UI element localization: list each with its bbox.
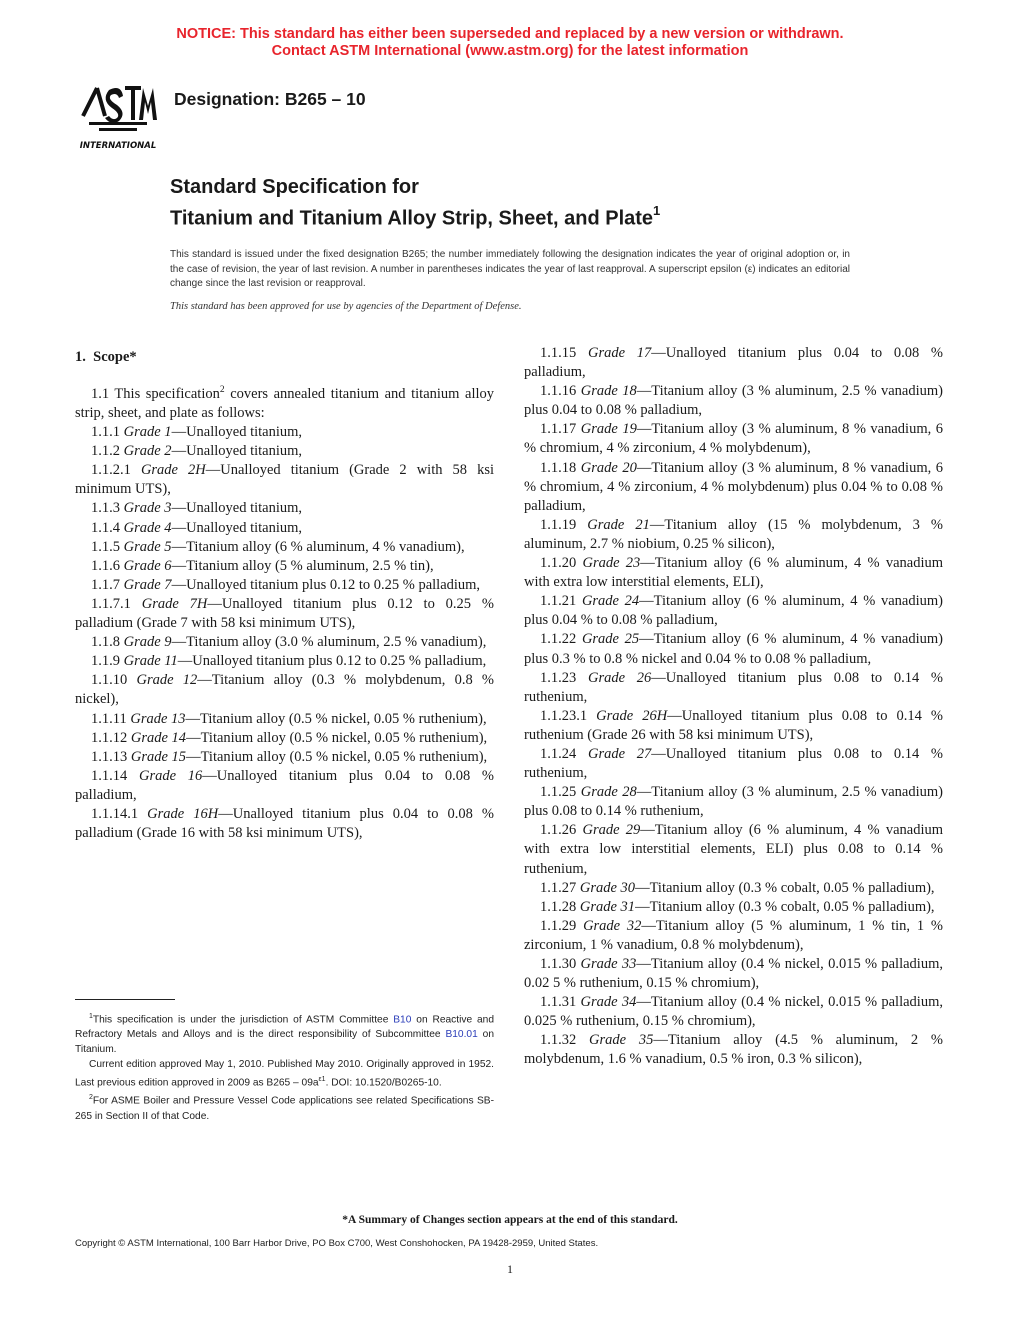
item-number: 1.1.14 [91, 767, 128, 784]
document-title [170, 175, 660, 232]
grade-item [524, 344, 943, 382]
grade-item [75, 671, 494, 709]
grade-description: —Titanium alloy (15 % molybdenum, 3 % aluminum, 2.7 % niobium, 0.25 % silicon), [524, 516, 943, 552]
footnote-rule [75, 999, 175, 1000]
item-number: 1.1.16 [540, 383, 577, 400]
grade-description: —Unalloyed titanium plus 0.12 to 0.25 % palladium, [177, 653, 487, 670]
grade-name: Grade 26H [596, 707, 668, 724]
grade-name: Grade 5 [123, 538, 172, 555]
grade-item [524, 955, 943, 993]
grade-description: —Titanium alloy (0.3 % molybdenum, 0.8 % nickel), [75, 672, 494, 708]
item-number: 1.1.32 [540, 1032, 577, 1049]
grade-description: —Unalloyed titanium (Grade 2 with 58 ksi minimum UTS), [75, 462, 494, 498]
grade-description: —Titanium alloy (0.3 % cobalt, 0.05 % palladium), [635, 898, 935, 915]
grade-description: —Unalloyed titanium plus 0.08 to 0.14 % ruthenium (Grade 26 with 58 ksi minimum UTS), [524, 707, 943, 743]
grade-description: —Titanium alloy (5 % aluminum, 2.5 % tin), [171, 557, 434, 574]
grade-description: —Titanium alloy (3 % aluminum, 2.5 % vanadium) plus 0.04 to 0.08 % palladium, [524, 383, 944, 419]
grade-name: Grade 21 [587, 516, 650, 533]
item-number: 1.1.15 [540, 345, 577, 361]
grade-item [75, 499, 494, 518]
item-number: 1.1.21 [540, 593, 577, 610]
grade-description: —Unalloyed titanium plus 0.04 to 0.08 % palladium (Grade 16 with 58 ksi minimum UTS), [75, 805, 494, 842]
grade-name: Grade 17 [587, 345, 652, 361]
title-footnote-mark[interactable]: 1 [653, 203, 661, 218]
item-number: 1.1.19 [540, 516, 577, 533]
right-column [524, 344, 943, 1070]
grade-name: Grade 27 [587, 745, 652, 762]
grade-description: —Unalloyed titanium plus 0.04 to 0.08 % palladium, [75, 767, 494, 803]
logo-wordmark: INTERNATIONAL [79, 141, 157, 151]
item-number: 1.1.7.1 [91, 595, 131, 612]
preamble: This standard is issued under the fixed designation B265; the number immediately following the designation indicates the year of original adoption or, in the case of revision, the year of last revision. A number in parentheses indicates the year of last reapproval. A superscript epsilon (ε) indicates an editorial change since the last revision or reapproval. [170, 249, 850, 289]
grade-description: —Titanium alloy (6 % aluminum, 4 % vanadium) plus 0.04 % to 0.08 % palladium, [524, 593, 943, 629]
grade-name: Grade 13 [130, 710, 186, 727]
grade-item [75, 442, 494, 461]
grade-name: Grade 9 [123, 634, 172, 651]
grade-name: Grade 18 [580, 383, 637, 400]
withdrawal-notice [0, 26, 1020, 60]
item-number: 1.1.8 [91, 634, 120, 651]
grade-name: Grade 24 [581, 593, 640, 610]
grade-name: Grade 35 [589, 1032, 654, 1049]
grade-name: Grade 6 [123, 557, 172, 574]
grade-description: —Unalloyed titanium plus 0.04 to 0.08 % palladium, [524, 345, 943, 381]
grade-item [75, 576, 494, 595]
astm-international-logo [75, 76, 161, 154]
left-column [75, 344, 494, 843]
footnotes [75, 1010, 494, 1125]
grade-item [75, 710, 494, 729]
item-number: 1.1.20 [540, 555, 577, 572]
page-number: 1 [507, 1262, 513, 1276]
notice-line-1: NOTICE: This standard has either been superseded and replaced by a new version or withdrawn. [176, 26, 844, 42]
grade-item [524, 382, 943, 420]
grade-name: Grade 32 [583, 917, 642, 934]
grade-description: —Titanium alloy (0.5 % nickel, 0.05 % ruthenium), [186, 748, 488, 765]
grade-name: Grade 11 [123, 653, 178, 670]
grade-name: Grade 19 [580, 421, 637, 438]
grade-name: Grade 3 [123, 500, 172, 517]
grade-description: —Titanium alloy (0.5 % nickel, 0.05 % ruthenium), [185, 710, 487, 727]
item-number: 1.1.27 [540, 879, 577, 896]
grade-name: Grade 7H [141, 595, 208, 612]
item-number: 1.1.24 [540, 745, 577, 762]
title-line-2: Titanium and Titanium Alloy Strip, Sheet, and Plate$^1$ [170, 203, 661, 230]
grade-description: —Unalloyed titanium plus 0.12 to 0.25 % palladium (Grade 7 with 58 ksi minimum UTS), [75, 595, 494, 632]
grade-name: Grade 7 [123, 576, 172, 593]
grade-list-left [75, 423, 494, 843]
grade-description: —Unalloyed titanium, [171, 500, 303, 517]
grade-name: Grade 20 [580, 459, 637, 476]
item-number: 1.1.23 [540, 669, 577, 686]
grade-item [75, 461, 494, 499]
grade-name: Grade 1 [123, 424, 172, 441]
grade-description: —Unalloyed titanium plus 0.12 to 0.25 % palladium, [171, 576, 481, 593]
grade-item [524, 630, 943, 668]
grade-description: —Titanium alloy (6 % aluminum, 4 % vanadium), [171, 538, 465, 555]
grade-item [524, 459, 943, 516]
item-number: 1.1.3 [91, 500, 120, 517]
grade-item [75, 729, 494, 748]
grade-description: —Titanium alloy (5 % aluminum, 1 % tin, 1 % zirconium, 1 % vanadium, 0.8 % molybdenum), [524, 917, 943, 953]
grade-description: —Titanium alloy (0.5 % nickel, 0.05 % ruthenium), [186, 729, 488, 746]
grade-item [524, 707, 943, 745]
grade-description: —Unalloyed titanium, [171, 424, 303, 441]
grade-list-right [524, 344, 943, 1070]
grade-name: Grade 2H [140, 462, 206, 479]
dod-approval-note: This standard has been approved for use by agencies of the Department of Defense. [170, 301, 522, 312]
notice-line-2: Contact ASTM International (www.astm.org) for the latest information [271, 43, 749, 59]
grade-name: Grade 12 [136, 672, 198, 689]
grade-description: —Titanium alloy (3 % aluminum, 8 % vanadium, 6 % chromium, 4 % zirconium, 4 % molybdenum) plus 0.04 % to 0.08 % palladium, [524, 459, 943, 514]
item-number: 1.1.17 [540, 421, 577, 438]
item-number: 1.1.14.1 [91, 805, 139, 822]
item-number: 1.1.29 [540, 917, 577, 934]
grade-item [524, 669, 943, 707]
grade-name: Grade 33 [580, 956, 637, 972]
grade-description: —Titanium alloy (6 % aluminum, 4 % vanadium) plus 0.3 % to 0.8 % nickel and 0.04 % to 0.08 % palladium, [524, 631, 943, 667]
grade-item [524, 993, 943, 1031]
item-number: 1.1.7 [91, 576, 120, 593]
item-number: 1.1.23.1 [540, 707, 588, 724]
item-number: 1.1.30 [540, 956, 577, 972]
grade-description: —Titanium alloy (4.5 % aluminum, 2 % molybdenum, 1.6 % vanadium, 0.5 % iron, 0.3 % silicon), [524, 1032, 943, 1068]
item-number: 1.1.18 [540, 459, 577, 476]
grade-item [75, 557, 494, 576]
grade-description: —Titanium alloy (0.3 % cobalt, 0.05 % palladium), [635, 879, 935, 896]
grade-description: —Titanium alloy (3 % aluminum, 8 % vanadium, 6 % chromium, 4 % zirconium, 4 % molybdenum), [524, 421, 943, 457]
grade-description: —Titanium alloy (0.4 % nickel, 0.015 % palladium, 0.025 % ruthenium, 0.15 % chromium), [524, 994, 943, 1030]
copyright: Copyright © ASTM International, 100 Barr Harbor Drive, PO Box C700, West Conshohocken, PA 19428-2959, United States. [75, 1238, 599, 1249]
designation: Designation: B265 – 10 [174, 89, 366, 109]
item-number: 1.1.31 [540, 994, 577, 1011]
summary-of-changes-note: *A Summary of Changes section appears at the end of this standard. [342, 1214, 678, 1226]
item-number: 1.1.25 [540, 784, 577, 801]
grade-description: —Titanium alloy (6 % aluminum, 4 % vanadium with extra low interstitial elements, ELI), [524, 555, 943, 591]
item-number: 1.1.12 [91, 729, 128, 746]
item-number: 1.1.2 [91, 443, 120, 460]
grade-item [524, 745, 943, 783]
grade-name: Grade 16H [147, 805, 219, 822]
grade-name: Grade 2 [123, 443, 172, 460]
section-heading: 1. Scope* [75, 349, 137, 365]
committee-link[interactable]: B10 [393, 1014, 412, 1026]
item-number: 1.1.26 [540, 822, 577, 839]
footnote-1-edition: Current edition approved May 1, 2010. Published May 2010. Originally approved in 1952. Last previous edition approved in 2009 as $B265 - 09a^{\varepsilon 1}$. DOI: 10.1520/B0265-10. [75, 1059, 494, 1089]
intro-paragraph: 1.1 This specification$^2$ covers annealed titanium and titanium alloy strip, sheet, and plate as follows: [75, 385, 494, 422]
grade-item [524, 821, 943, 878]
grade-item [75, 538, 494, 557]
grade-description: —Unalloyed titanium plus 0.08 to 0.14 % ruthenium, [524, 745, 943, 782]
grade-item [524, 879, 943, 898]
grade-name: Grade 23 [582, 555, 641, 572]
grade-item [75, 423, 494, 442]
grade-name: Grade 29 [582, 822, 641, 839]
grade-name: Grade 30 [579, 879, 636, 896]
item-number: 1.1.4 [91, 519, 120, 536]
item-number: 1.1.22 [540, 631, 577, 648]
grade-name: Grade 14 [130, 729, 187, 746]
item-number: 1.1.2.1 [91, 462, 131, 479]
grade-description: —Unalloyed titanium, [171, 519, 303, 536]
grade-name: Grade 31 [579, 898, 636, 915]
grade-name: Grade 16 [138, 767, 203, 784]
grade-item [524, 917, 943, 955]
grade-item [75, 652, 494, 671]
grade-item [524, 1031, 943, 1069]
grade-item [524, 554, 943, 592]
grade-item [75, 519, 494, 538]
grade-description: —Titanium alloy (3 % aluminum, 2.5 % vanadium) plus 0.08 to 0.14 % ruthenium, [524, 784, 944, 820]
subcommittee-link[interactable]: B10.01 [445, 1029, 478, 1041]
footnote-1: $^1$This specification is under the jurisdiction of ASTM Committee B10 on Reactive and Refractory Metals and Alloys and is the direct responsibility of Subcommittee B10.01 on Titanium. [75, 1013, 494, 1056]
item-number: 1.1.11 [91, 710, 127, 727]
grade-item [524, 898, 943, 917]
grade-item [75, 767, 494, 805]
item-number: 1.1.28 [540, 898, 577, 915]
item-number: 1.1.1 [91, 424, 120, 441]
grade-item [524, 420, 943, 458]
title-line-1: Standard Specification for [170, 176, 419, 198]
grade-description: —Unalloyed titanium, [171, 443, 303, 460]
footnote-ref-2[interactable]: 2 [219, 385, 225, 396]
grade-name: Grade 25 [581, 631, 640, 648]
grade-description: —Unalloyed titanium plus 0.08 to 0.14 % ruthenium, [524, 669, 943, 705]
item-number: 1.1.9 [91, 653, 120, 670]
grade-item [75, 595, 494, 633]
item-number: 1.1.10 [91, 672, 128, 689]
grade-item [75, 633, 494, 652]
grade-name: Grade 34 [580, 994, 637, 1011]
grade-name: Grade 26 [587, 669, 652, 686]
item-number: 1.1.6 [91, 557, 120, 574]
grade-item [524, 783, 943, 821]
grade-description: —Titanium alloy (0.4 % nickel, 0.015 % palladium, 0.02 5 % ruthenium, 0.15 % chromium), [524, 956, 943, 992]
item-number: 1.1.5 [91, 538, 120, 555]
grade-item [75, 805, 494, 843]
grade-item [524, 592, 943, 630]
grade-item [75, 748, 494, 767]
grade-item [524, 516, 943, 554]
grade-name: Grade 4 [123, 519, 172, 536]
grade-description: —Titanium alloy (6 % aluminum, 4 % vanadium with extra low interstitial elements, ELI) plus 0.08 to 0.14 % ruthenium, [524, 822, 943, 877]
grade-description: —Titanium alloy (3.0 % aluminum, 2.5 % vanadium), [171, 634, 487, 651]
item-number: 1.1.13 [91, 748, 128, 765]
footnote-2: $^2$For ASME Boiler and Pressure Vessel Code applications see related Specifications SB-265 in Section II of that Code. [75, 1094, 494, 1122]
grade-name: Grade 15 [130, 748, 187, 765]
grade-name: Grade 28 [580, 784, 637, 801]
